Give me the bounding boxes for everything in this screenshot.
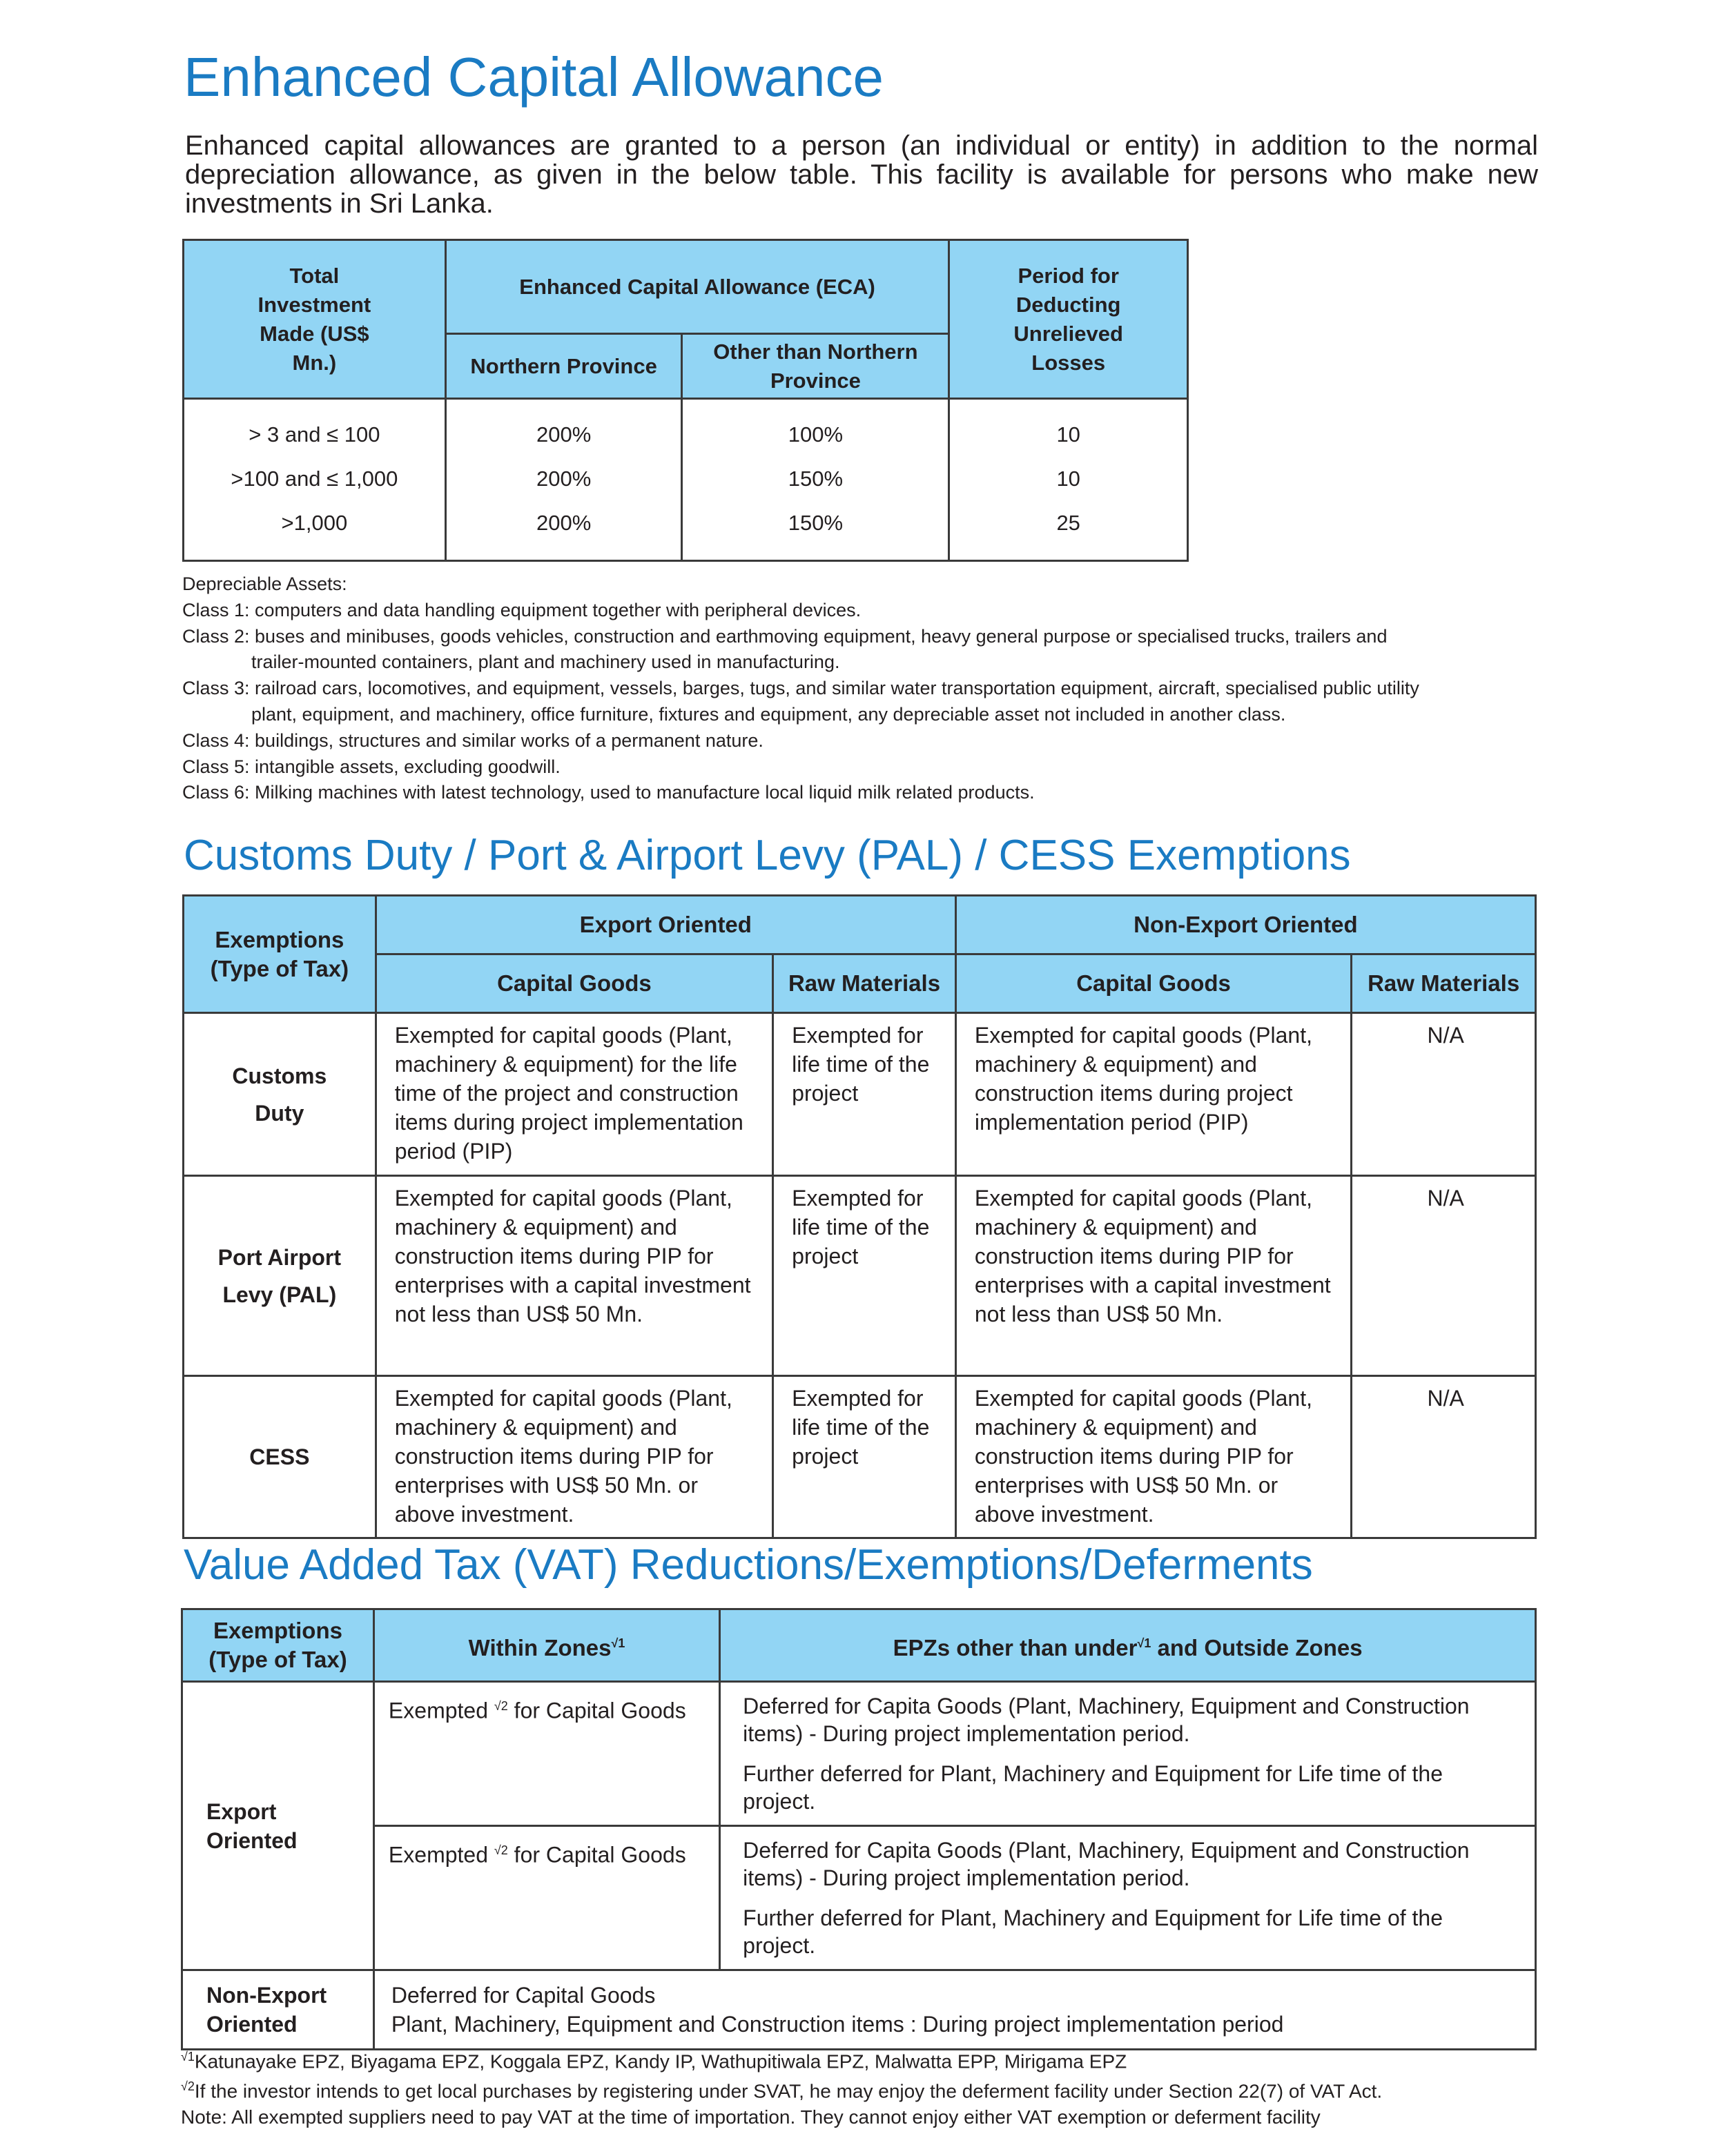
notes-heading: Depreciable Assets: (182, 574, 347, 594)
row-label-line: CESS (249, 1444, 310, 1469)
table-row (184, 1176, 1536, 1376)
cell-paragraph: Further deferred for Plant, Machinery and Equipment for Life time of the project. (743, 1761, 1443, 1814)
row-label-line: Duty (255, 1100, 304, 1126)
cell-investment: >1,000 (184, 501, 446, 561)
header-text: and Outside Zones (1151, 1634, 1363, 1660)
table-row (182, 1826, 1536, 1970)
cell-investment: >100 and ≤ 1,000 (184, 457, 446, 501)
table-row (184, 1013, 1536, 1176)
row-label-line: Levy (PAL) (222, 1282, 337, 1307)
table-row (182, 1682, 1536, 1826)
cell-within-zones (373, 1826, 719, 1970)
header-epz-outside (720, 1609, 1536, 1682)
footnote-note: Note: All exempted suppliers need to pay VAT at the time of importation. They cannot enjoy either VAT exemption or deferment facility (181, 2106, 1321, 2128)
section-title-vat: Value Added Tax (VAT) Reductions/Exemptions/Deferments (184, 1541, 1313, 1589)
table-row (182, 1970, 1536, 2050)
header-other-than-northern: Other than Northern Province (682, 334, 949, 399)
footnote-mark: √2 (181, 2079, 195, 2094)
row-label-non-export-oriented: Non-Export Oriented (182, 1970, 374, 2050)
section-title-customs: Customs Duty / Port & Airport Levy (PAL) / CESS Exemptions (184, 832, 1351, 879)
cell-line: Deferred for Capital Goods (391, 1983, 656, 2008)
cell-export-capital: Exempted for capital goods (Plant, machinery & equipment) and construction items during PIP for enterprises with a capital investment not less than US$ 50 Mn. (376, 1176, 772, 1376)
cell-text: Exempted (388, 1698, 494, 1723)
vat-footnotes (181, 2044, 1562, 2130)
cell-export-raw: Exempted for life time of the project (773, 1376, 956, 1538)
cell-export-capital: Exempted for capital goods (Plant, machinery & equipment) and construction items during PIP for enterprises with US$ 50 Mn. or above investment. (376, 1376, 772, 1538)
footnote-2 (181, 2074, 1562, 2104)
cell-non-export-raw: N/A (1352, 1013, 1536, 1176)
customs-table (182, 894, 1537, 1539)
eca-intro-paragraph: Enhanced capital allowances are granted to a person (an individual or entity) in addition to the normal depreciation allowance, as given in the below table. This facility is available for persons who make new investments in Sri Lanka. (185, 130, 1538, 219)
footnote-text: Katunayake EPZ, Biyagama EPZ, Koggala EPZ, Kandy IP, Wathupitiwala EPZ, Malwatta EPP, Mirigama EPZ (194, 2050, 1127, 2072)
cell-paragraph: Deferred for Capita Goods (Plant, Machinery, Equipment and Construction items) - During project implementation period. (743, 1838, 1470, 1890)
cell-non-export-capital: Exempted for capital goods (Plant, machinery & equipment) and construction items during project implementation period (PIP) (955, 1013, 1351, 1176)
cell-period: 10 (949, 399, 1188, 458)
note-class-3-cont: plant, equipment, and machinery, office furniture, fixtures and equipment, any depreciable asset not included in another class. (251, 703, 1286, 725)
header-text: Within Zones (468, 1634, 612, 1660)
vat-table (181, 1608, 1537, 2050)
cell-non-export (373, 1970, 1535, 2050)
cell-other: 150% (682, 457, 949, 501)
row-label-line: Customs (232, 1063, 327, 1088)
cell-export-raw: Exempted for life time of the project (773, 1013, 956, 1176)
header-northern-province: Northern Province (445, 334, 682, 399)
footnote-mark: √2 (494, 1699, 508, 1713)
header-non-export-capital-goods: Capital Goods (955, 954, 1351, 1013)
cell-text: for Capital Goods (507, 1842, 686, 1868)
header-exemptions: Exemptions (Type of Tax) (184, 896, 376, 1013)
cell-paragraph: Further deferred for Plant, Machinery and Equipment for Life time of the project. (743, 1905, 1443, 1958)
cell-text: for Capital Goods (507, 1698, 686, 1723)
header-non-export-raw-materials: Raw Materials (1352, 954, 1536, 1013)
cell-within-zones (373, 1682, 719, 1826)
footnote-text: If the investor intends to get local purchases by registering under SVAT, he may enjoy the deferment facility under Section 22(7) of VAT Act. (194, 2080, 1383, 2102)
header-eca: Enhanced Capital Allowance (ECA) (445, 240, 949, 334)
row-label-line: Port Airport (217, 1244, 342, 1270)
note-class-3: Class 3: railroad cars, locomotives, and equipment, vessels, barges, tugs, and similar water transportation equipment, aircraft, specialised public utility (182, 678, 1419, 699)
footnote-1 (181, 2044, 1562, 2074)
note-class-2: Class 2: buses and minibuses, goods vehicles, construction and earthmoving equipment, heavy general purpose or specialised trucks, trailers and (182, 625, 1388, 647)
header-export-capital-goods: Capital Goods (376, 954, 772, 1013)
cell-period: 10 (949, 457, 1188, 501)
table-row (184, 457, 1188, 501)
cell-export-capital: Exempted for capital goods (Plant, machinery & equipment) for the life time of the project and construction items during project implementation period (PIP) (376, 1013, 772, 1176)
cell-period: 25 (949, 501, 1188, 561)
note-class-2-cont: trailer-mounted containers, plant and machinery used in manufacturing. (251, 651, 840, 673)
header-non-export-oriented: Non-Export Oriented (955, 896, 1535, 954)
footnote-mark: √1 (181, 2050, 195, 2064)
header-within-zones (373, 1609, 719, 1682)
table-row (184, 1376, 1536, 1538)
header-export-raw-materials: Raw Materials (773, 954, 956, 1013)
cell-non-export-capital: Exempted for capital goods (Plant, machinery & equipment) and construction items during PIP for enterprises with a capital investment not less than US$ 50 Mn. (955, 1176, 1351, 1376)
cell-north: 200% (445, 501, 682, 561)
note-class-4: Class 4: buildings, structures and similar works of a permanent nature. (182, 729, 763, 751)
cell-epz-outside (720, 1826, 1536, 1970)
cell-non-export-capital: Exempted for capital goods (Plant, machinery & equipment) and construction items during PIP for enterprises with US$ 50 Mn. or above investment. (955, 1376, 1351, 1538)
row-label-cess (184, 1376, 376, 1538)
footnote-mark: √1 (1137, 1636, 1151, 1650)
table-row (184, 501, 1188, 561)
cell-investment: > 3 and ≤ 100 (184, 399, 446, 458)
header-total-investment: Total Investment Made (US$ Mn.) (184, 240, 446, 399)
eca-table (182, 239, 1189, 562)
row-label-pal (184, 1176, 376, 1376)
cell-north: 200% (445, 457, 682, 501)
footnote-mark: √1 (611, 1636, 625, 1650)
cell-non-export-raw: N/A (1352, 1176, 1536, 1376)
cell-other: 100% (682, 399, 949, 458)
cell-other: 150% (682, 501, 949, 561)
section-title-eca: Enhanced Capital Allowance (184, 46, 884, 108)
table-row (184, 399, 1188, 458)
row-label-export-oriented: Export Oriented (182, 1682, 374, 1970)
cell-paragraph: Deferred for Capita Goods (Plant, Machinery, Equipment and Construction items) - During project implementation period. (743, 1694, 1470, 1746)
cell-non-export-raw: N/A (1352, 1376, 1536, 1538)
cell-export-raw: Exempted for life time of the project (773, 1176, 956, 1376)
cell-text: Exempted (388, 1842, 494, 1868)
cell-north: 200% (445, 399, 682, 458)
row-label-customs-duty (184, 1013, 376, 1176)
note-class-5: Class 5: intangible assets, excluding goodwill. (182, 756, 561, 777)
cell-epz-outside (720, 1682, 1536, 1826)
note-class-6: Class 6: Milking machines with latest technology, used to manufacture local liquid milk related products. (182, 782, 1035, 803)
header-exemptions: Exemptions (Type of Tax) (182, 1609, 374, 1682)
header-text: EPZs other than under (893, 1634, 1138, 1660)
note-class-1: Class 1: computers and data handling equipment together with peripheral devices. (182, 599, 862, 620)
header-period: Period for Deducting Unrelieved Losses (949, 240, 1188, 399)
depreciable-assets-notes (182, 571, 1563, 806)
header-export-oriented: Export Oriented (376, 896, 955, 954)
footnote-mark: √2 (494, 1843, 508, 1857)
cell-line: Plant, Machinery, Equipment and Construction items : During project implementation period (391, 2012, 1284, 2037)
